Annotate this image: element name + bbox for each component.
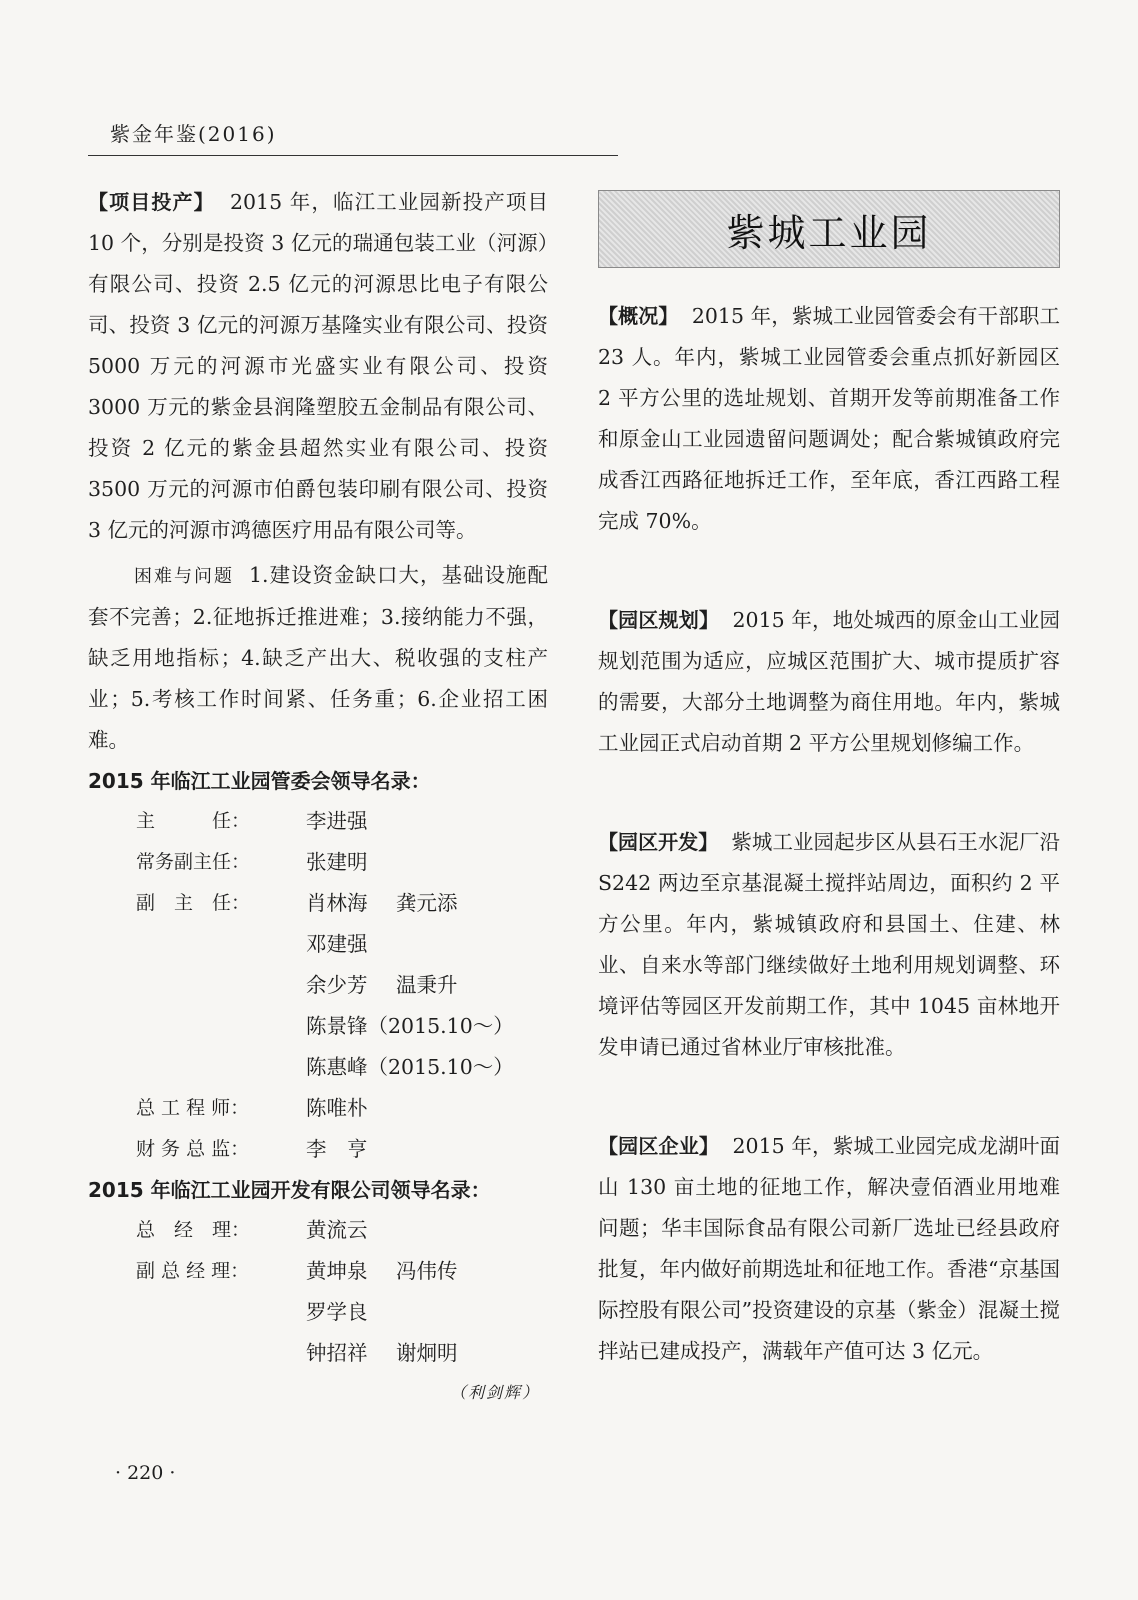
roster-role bbox=[88, 1006, 306, 1047]
roster-row bbox=[88, 1006, 548, 1047]
roster-name: 黄流云 bbox=[306, 1218, 368, 1242]
roster-names bbox=[306, 965, 548, 1006]
roster-name: 李进强 bbox=[306, 809, 368, 833]
roster-name: 陈景锋（2015.10～） bbox=[306, 1014, 514, 1038]
roster-name: 陈唯朴 bbox=[306, 1096, 368, 1120]
header-rule bbox=[88, 155, 618, 156]
roster-name: 张建明 bbox=[306, 850, 368, 874]
roster-role bbox=[88, 1333, 306, 1374]
roster-names bbox=[306, 1006, 548, 1047]
problems-text: 1.建设资金缺口大，基础设施配套不完善；2.征地拆迁推进难；3.接纳能力不强，缺乏用地指标；4.缺乏产出大、税收强的支柱产业；5.考核工作时间紧、任务重；6.企业招工困难。 bbox=[88, 563, 549, 752]
roster-row bbox=[88, 965, 548, 1006]
roster-name: 罗学良 bbox=[306, 1300, 368, 1324]
roster-row bbox=[88, 1251, 548, 1333]
project-tag: 【项目投产】 bbox=[88, 190, 215, 214]
roster-name: 冯伟传 bbox=[396, 1259, 458, 1283]
section-title-box bbox=[598, 190, 1060, 268]
roster1-list bbox=[88, 801, 548, 1170]
development-block bbox=[598, 822, 1060, 1068]
roster-name: 温秉升 bbox=[396, 973, 458, 997]
roster-names bbox=[306, 1129, 548, 1170]
roster-names bbox=[306, 842, 548, 883]
roster-name: 龚元添 bbox=[396, 891, 458, 915]
enterprises-tag: 【园区企业】 bbox=[598, 1134, 720, 1158]
roster-name: 黄坤泉 bbox=[306, 1259, 368, 1283]
roster2-title: 2015 年临江工业园开发有限公司领导名录： bbox=[88, 1178, 491, 1202]
roster-role: 副 总 经 理： bbox=[136, 1260, 250, 1282]
problems-paragraph bbox=[88, 555, 548, 761]
roster-row bbox=[88, 842, 548, 883]
roster2-list bbox=[88, 1210, 548, 1374]
roster-role bbox=[88, 965, 306, 1006]
roster-names bbox=[306, 1333, 548, 1374]
roster-row bbox=[88, 1129, 548, 1170]
page-number: · 220 · bbox=[115, 1462, 176, 1484]
project-text: 2015 年，临江工业园新投产项目 10 个，分别是投资 3 亿元的瑞通包装工业（河源）有限公司、投资 2.5 亿元的河源思比电子有限公司、投资 3 亿元的河源万基隆实业有限公司、投资 5000 万元的河源市光盛实业有限公司、投资 3000 万元的紫金县润隆塑胶五金制品有限公司、投资 2 亿元的紫金县超然实业有限公司、投资 3500 万元的河源市伯爵包装印刷有限公司、投资 3 亿元的河源市鸿德医疗用品有限公司等。 bbox=[88, 190, 548, 542]
roster-role: 财 务 总 监： bbox=[136, 1138, 250, 1160]
right-column bbox=[598, 190, 1060, 1372]
roster-names bbox=[306, 1251, 548, 1333]
roster-role: 常务副主任： bbox=[136, 851, 251, 873]
roster-names bbox=[306, 1210, 548, 1251]
roster-row bbox=[88, 1088, 548, 1129]
roster-name: 钟招祥 bbox=[306, 1341, 368, 1365]
enterprises-text: 2015 年，紫城工业园完成龙湖叶面山 130 亩土地的征地工作，解决壹佰酒业用地难问题；华丰国际食品有限公司新厂选址已经县政府批复，年内做好前期选址和征地工作。香港“京基国际控股有限公司”投资建设的京基（紫金）混凝土搅拌站已建成投产，满载年产值可达 3 亿元。 bbox=[598, 1134, 1061, 1363]
problems-tag: 困难与问题 bbox=[134, 566, 234, 587]
planning-text: 2015 年，地处城西的原金山工业园规划范围为适应，应城区范围扩大、城市提质扩容的需要，大部分土地调整为商住用地。年内，紫城工业园正式启动首期 2 平方公里规划修编工作。 bbox=[598, 608, 1061, 755]
roster-name: 余少芳 bbox=[306, 973, 368, 997]
left-column bbox=[88, 182, 548, 1403]
roster-role: 总 工 程 师： bbox=[136, 1097, 250, 1119]
roster-row bbox=[88, 1210, 548, 1251]
roster-name: 陈惠峰（2015.10～） bbox=[306, 1055, 514, 1079]
roster-name: 李 亨 bbox=[306, 1137, 368, 1161]
roster-names bbox=[306, 1047, 548, 1088]
roster-row bbox=[88, 1333, 548, 1374]
roster-name: 肖林海 bbox=[306, 891, 368, 915]
roster-role: 总 经 理： bbox=[136, 1219, 251, 1241]
planning-tag: 【园区规划】 bbox=[598, 608, 720, 632]
overview-block bbox=[598, 296, 1060, 542]
development-tag: 【园区开发】 bbox=[598, 830, 719, 854]
roster-name: 邓建强 bbox=[306, 932, 368, 956]
section-title: 紫城工业园 bbox=[726, 210, 932, 255]
planning-block bbox=[598, 600, 1060, 764]
development-text: 紫城工业园起步区从县石王水泥厂沿 S242 两边至京基混凝土搅拌站周边，面积约 2 平方公里。年内，紫城镇政府和县国土、住建、林业、自来水等部门继续做好土地利用规划调整、环境评估等园区开发前期工作，其中 1045 亩林地开发申请已通过省林业厅审核批准。 bbox=[598, 830, 1060, 1059]
running-header: 紫金年鉴(2016) bbox=[110, 122, 277, 146]
roster-names bbox=[306, 1088, 548, 1129]
author-credit: （利剑辉） bbox=[449, 1383, 540, 1402]
roster-role: 主 任： bbox=[136, 810, 251, 832]
overview-tag: 【概况】 bbox=[598, 304, 679, 328]
roster1-title: 2015 年临江工业园管委会领导名录： bbox=[88, 769, 431, 793]
roster-row bbox=[88, 883, 548, 965]
roster-row bbox=[88, 801, 548, 842]
roster-role bbox=[88, 1047, 306, 1088]
roster-row bbox=[88, 1047, 548, 1088]
overview-text: 2015 年，紫城工业园管委会有干部职工 23 人。年内，紫城工业园管委会重点抓好新园区 2 平方公里的选址规划、首期开发等前期准备工作和原金山工业园遗留问题调处；配合紫城镇政府完成香江西路征地拆迁工作，至年底，香江西路工程完成 70%。 bbox=[598, 304, 1060, 533]
enterprises-block bbox=[598, 1126, 1060, 1372]
project-paragraph bbox=[88, 182, 548, 551]
roster-names bbox=[306, 801, 548, 842]
roster-role: 副 主 任： bbox=[136, 892, 251, 914]
roster-name: 谢炯明 bbox=[396, 1341, 458, 1365]
roster-names bbox=[306, 883, 548, 965]
